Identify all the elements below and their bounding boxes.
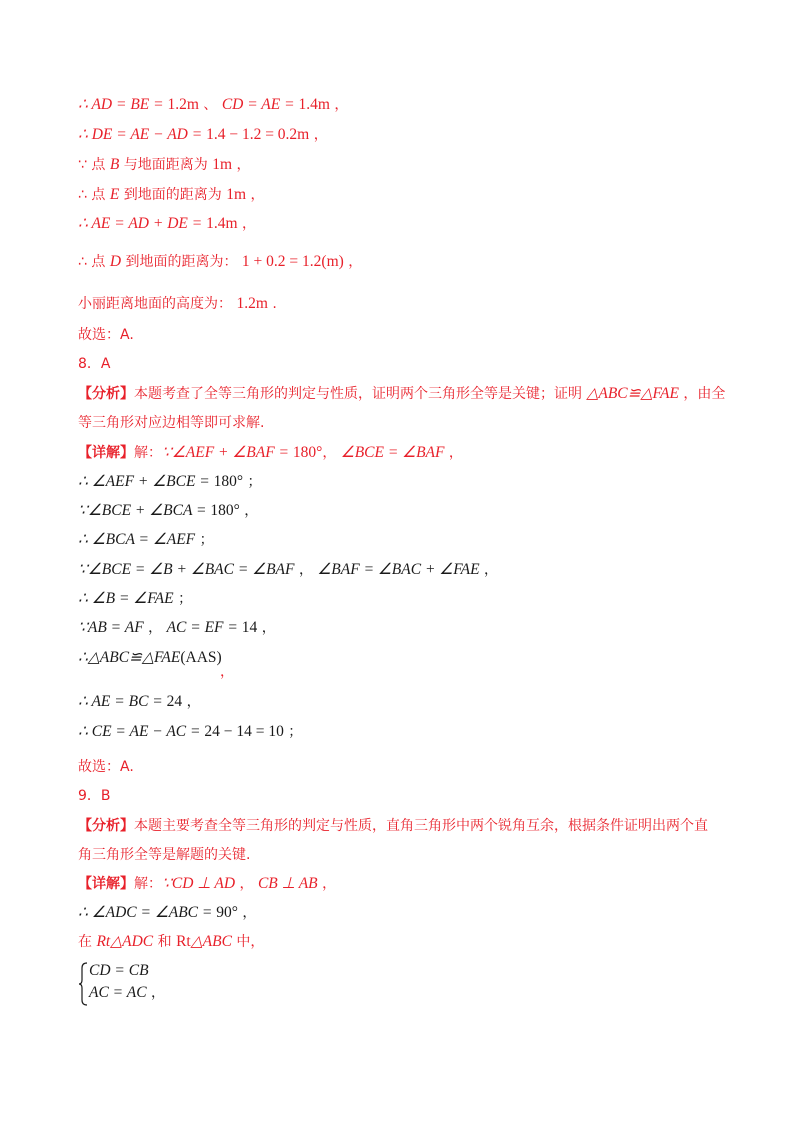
line-4 xyxy=(78,185,264,205)
text-segment: ∴ 点 xyxy=(78,254,110,270)
text-segment: ∴ AD = BE = xyxy=(78,96,168,113)
text-segment: 解： xyxy=(134,876,162,892)
text-segment: ∴ ∠BCA = ∠AEF xyxy=(78,531,196,548)
line-23 xyxy=(78,786,111,806)
text-segment: 1m xyxy=(226,186,246,203)
text-segment: ， xyxy=(479,562,499,578)
text-segment: ； xyxy=(195,532,214,548)
text-segment: ∴ AE = BC = xyxy=(78,693,167,710)
text-segment: CD = AE = xyxy=(221,96,299,113)
line-20 xyxy=(78,692,201,712)
text-segment: 14 xyxy=(241,619,258,636)
line-27 xyxy=(78,903,256,923)
text-segment: 小丽距离地面的高度为： xyxy=(78,296,237,312)
line-5 xyxy=(78,214,256,234)
text-segment: AC = AC xyxy=(89,984,147,1001)
text-segment: ， xyxy=(239,503,259,519)
line-10 xyxy=(78,384,725,404)
text-segment: ， xyxy=(146,985,165,1001)
text-segment: 解： xyxy=(134,445,162,461)
text-segment: 【详解】 xyxy=(78,445,134,461)
text-segment: ∴ ∠AEF + ∠BCE = xyxy=(78,473,214,490)
text-segment: 24 − 14 = 10 xyxy=(204,723,284,740)
text-segment: 1.4m xyxy=(206,215,238,232)
text-segment: ， xyxy=(317,876,337,892)
line-1 xyxy=(78,95,348,115)
line-14 xyxy=(78,501,258,521)
text-segment: B xyxy=(109,156,120,173)
text-segment: 24 xyxy=(166,693,183,710)
text-segment: E xyxy=(109,186,120,203)
text-segment: 到地面的距离为 xyxy=(119,187,227,203)
text-segment: ∴ DE = AE − AD = xyxy=(78,126,207,143)
text-segment: ∴ ∠ADC = ∠ABC = xyxy=(78,904,217,921)
text-segment: 在 xyxy=(78,934,97,950)
text-segment: 故选：A. xyxy=(78,759,134,775)
line-6 xyxy=(78,252,362,272)
text-segment: 1.4 − 1.2 = 0.2m xyxy=(206,126,310,143)
text-segment: 180° xyxy=(210,502,240,519)
line-16 xyxy=(78,560,498,580)
text-segment: ∴ AE = AD + DE = xyxy=(78,215,207,232)
text-segment: ， xyxy=(343,254,363,270)
text-segment: 1m xyxy=(212,156,232,173)
text-segment: 180° xyxy=(292,444,323,461)
line-26 xyxy=(78,874,336,894)
line-12 xyxy=(78,443,463,463)
text-segment: ∴ CE = AE − AC = xyxy=(78,723,205,740)
line-8 xyxy=(78,325,134,345)
line-21 xyxy=(78,722,302,742)
text-segment: ∠BCE = ∠BAF xyxy=(340,444,445,461)
text-segment: 角三角形全等是解题的关键. xyxy=(78,847,251,863)
text-segment: CB ⊥ AB xyxy=(257,875,318,892)
text-segment: 【详解】 xyxy=(78,876,134,892)
text-segment: ， xyxy=(232,157,251,173)
text-segment: Rt△ADC xyxy=(96,933,154,950)
text-segment: CD = CB xyxy=(89,962,149,979)
line-29 xyxy=(89,961,149,981)
text-segment: 中， xyxy=(231,934,265,950)
text-segment: 1.2m xyxy=(167,96,199,113)
text-segment: 1 + 0.2 = 1.2(m) xyxy=(241,253,344,270)
text-segment: ， xyxy=(322,445,341,461)
text-segment: 和 xyxy=(153,934,177,950)
text-segment: ， xyxy=(309,127,328,143)
text-segment: 1.4m xyxy=(298,96,330,113)
text-segment: ， xyxy=(329,97,349,113)
text-segment: ； xyxy=(243,474,262,490)
line-17 xyxy=(78,589,192,609)
text-segment: ∵AB = AF xyxy=(78,619,144,636)
text-segment: ， xyxy=(257,620,276,636)
text-segment: 8．A xyxy=(78,356,111,372)
text-segment: ， xyxy=(444,445,463,461)
text-segment: 与地面距离为 xyxy=(119,157,213,173)
line-19 xyxy=(78,648,222,668)
system-brace-icon xyxy=(78,962,88,1006)
text-segment: 【分析】 xyxy=(78,818,134,834)
line-2 xyxy=(78,125,328,145)
text-segment: D xyxy=(109,253,122,270)
text-segment: ， xyxy=(246,187,265,203)
line-15 xyxy=(78,530,214,550)
line-7 xyxy=(78,294,277,314)
text-segment: ∵∠BCE = ∠B + ∠BAC = ∠BAF xyxy=(78,561,295,578)
line-24 xyxy=(78,816,708,836)
text-segment: 到地面的距离为： xyxy=(121,254,242,270)
text-segment: ， xyxy=(220,664,234,680)
line-13 xyxy=(78,472,262,492)
text-segment: ∵CD ⊥ AD xyxy=(162,875,236,892)
text-segment: 1.2m xyxy=(236,295,268,312)
text-segment: △ABC≌△FAE xyxy=(586,385,679,402)
text-segment: ， xyxy=(235,876,258,892)
text-segment: ； xyxy=(283,724,303,740)
text-segment: Rt xyxy=(176,933,191,950)
text-segment: ∴ 点 xyxy=(78,187,110,203)
line-25 xyxy=(78,845,250,865)
text-segment: 等三角形对应边相等即可求解. xyxy=(78,415,265,431)
text-segment: 9．B xyxy=(78,788,111,804)
text-segment: 本题主要考查全等三角形的判定与性质，直角三角形中两个锐角互余，根据条件证明出两个直 xyxy=(134,818,708,834)
text-segment: AC = EF = xyxy=(166,619,242,636)
text-segment: ， xyxy=(143,620,167,636)
text-segment: ∵ 点 xyxy=(78,157,110,173)
line-18 xyxy=(78,618,276,638)
text-segment: 、 xyxy=(198,97,222,113)
line-3 xyxy=(78,155,250,175)
text-segment: ， xyxy=(237,905,257,921)
text-segment: ∴ ∠B = ∠FAE xyxy=(78,590,174,607)
text-segment: ∠BAF = ∠BAC + ∠FAE xyxy=(317,561,480,578)
line-28 xyxy=(78,932,264,952)
line-11 xyxy=(78,413,264,433)
text-segment: 本题考查了全等三角形的判定与性质，证明两个三角形全等是关键；证明 xyxy=(134,386,587,402)
line-22 xyxy=(78,757,134,777)
text-segment: 故选：A. xyxy=(78,327,134,343)
text-segment: ∵∠AEF + ∠BAF = xyxy=(162,444,293,461)
text-segment: ， xyxy=(182,694,201,710)
text-segment: △ABC xyxy=(190,933,232,950)
text-segment: (AAS) xyxy=(180,649,222,666)
text-segment: ，由全 xyxy=(678,386,726,402)
text-segment: ， xyxy=(237,216,256,232)
text-segment: ， xyxy=(294,562,318,578)
text-segment: 90° xyxy=(216,904,238,921)
text-segment: . xyxy=(267,296,277,312)
text-segment: 【分析】 xyxy=(78,386,134,402)
text-segment: ∵∠BCE + ∠BCA = xyxy=(78,502,211,519)
line-9 xyxy=(78,354,110,374)
text-segment: ； xyxy=(173,591,193,607)
line-19-comma xyxy=(220,662,234,682)
text-segment: 180° xyxy=(213,473,244,490)
line-30 xyxy=(89,983,165,1003)
text-segment: ∴△ABC≌△FAE xyxy=(78,649,181,666)
